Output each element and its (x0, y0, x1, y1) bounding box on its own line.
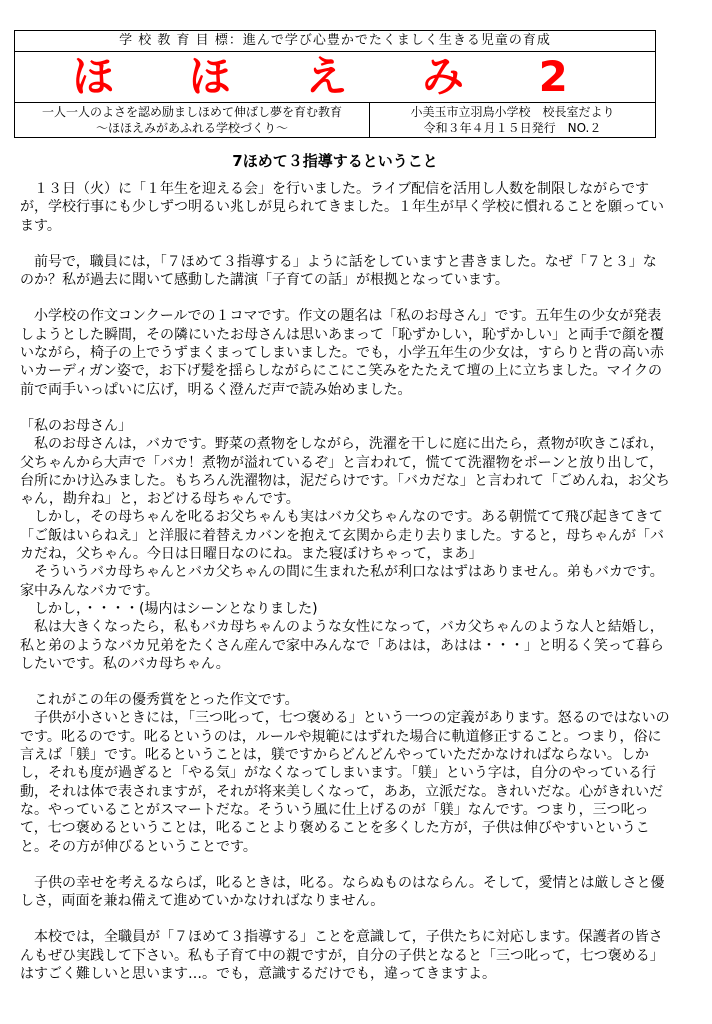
newsletter-title: ほ ほ え み 2 (15, 52, 655, 103)
article-heading: 7ほめて３指導するということ (232, 152, 438, 170)
slogan-line-1: 一人一人のよさを認め励ましほめて伸ばし夢を育む教育 (41, 105, 342, 119)
essay-paragraph: 私は大きくなったら，私もバカ母ちゃんのような女性になって，バカ父ちゃんのような人と結婚し，私と弟のようなバカ兄弟をたくさん産んで家中みんなで「あはは，あはは・・・」と明るく笑って暮らしたいです。私のバカ母ちゃん。 (20, 619, 664, 672)
paragraph: 本校では，全職員が「７ほめて３指導する」ことを意識して，子供たちに対応します。保護者の皆さんもぜひ実践して下さい。私も子育て中の親ですが，自分の子供となると「三つ叱って，七つ褒める」はすごく難しいと思います…。でも，意識するだけでも，違ってきますよ。 (20, 929, 664, 982)
paragraph: 小学校の作文コンクールでの１コマです。作文の題名は「私のお母さん」です。五年生の少女が発表しようとした瞬間，その隣にいたお母さんは思いあまって「恥ずかしい，恥ずかしい」と両手で顔を覆いながら，椅子の上でうずまくまってしまいました。でも，小学五年生の少女は，すらりと背の高い赤いカーディガン姿で，お下げ髪を揺らしながらにこにこ笑みをたたえて壇の上に立ちました。マイクの前で両手いっぱいに広げ，明るく澄んだ声で読み始めました。 (20, 308, 664, 398)
issue-info (370, 103, 655, 137)
essay-paragraph: しかし，・・・・(場内はシーンとなりました) (34, 600, 318, 617)
issue-date: 令和３年４月１５日発行 NO.２ (423, 121, 602, 135)
school-name: 小美玉市立羽鳥小学校 校長室だより (410, 105, 615, 119)
essay-paragraph: 私のお母さんは，バカです。野菜の煮物をしながら，洗濯を干しに庭に出たら，煮物が吹きこぼれ，父ちゃんから大声で「バカ！煮物が溢れているぞ」と言われて，慌てて洗濯物をポーンと放り出して，台所にかけ込みました。もちろん洗濯物は，泥だらけです。「バカだな」と言われて「ごめんね，お父ちゃん，勘弁ね」と，おどける母ちゃんです。 (20, 436, 670, 508)
paragraph: これがこの年の優秀賞をとった作文です。 (34, 692, 299, 709)
school-motto: 学 校 教 育 目 標：進んで学び心豊かでたくましく生きる児童の育成 (15, 31, 655, 52)
slogan (15, 103, 370, 137)
paragraph: 前号で，職員には，「７ほめて３指導する」ように話をしていますと書きました。なぜ「７と３」なのか？私が過去に聞いて感動した講演「子育ての話」が根拠となっています。 (20, 253, 657, 289)
essay-paragraph: しかし，その母ちゃんを叱るお父ちゃんも実はバカ父ちゃんなのです。ある朝慌てて飛び起きてきて「ご飯はいらねえ」と洋服に着替えカバンを抱えて玄関から走り去りました。すると，母ちゃんが「バカだね，父ちゃん。今日は日曜日なのにね。また寝ぼけちゃって，まあ」 (20, 509, 664, 563)
article-body (20, 180, 670, 1001)
paragraph: １３日（火）に「１年生を迎える会」を行いました。ライブ配信を活用し人数を制限しながらですが，学校行事にも少しずつ明るい兆しが見られてきました。１年生が早く学校に慣れることを願っています。 (20, 181, 664, 234)
masthead (14, 30, 656, 138)
essay-title: 「私のお母さん」 (20, 417, 132, 434)
masthead-info-row (15, 103, 655, 137)
paragraph: 子供の幸せを考えるならば，叱るときは，叱る。ならぬものはならん。そして，愛情とは厳しさと優しさ，両面を兼ね備えて進めていかなければなりません。 (20, 874, 665, 910)
slogan-line-2: ～ほほえみがあふれる学校づくり～ (95, 121, 288, 135)
essay-paragraph: そういうバカ母ちゃんとバカ父ちゃんの間に生まれた私が利口なはずはありません。弟もバカです。家中みんなバカです。 (20, 564, 664, 599)
paragraph: 子供が小さいときには，「三つ叱って，七つ褒める」という一つの定義があります。怒るのではないのです。叱るのです。叱るというのは，ルールや規範にはずれた場合に軌道修正すること。つまり，俗に言えば「躾」です。叱るということは，躾ですからどんどんやっていただかなければならない。しかし，それも度が過ぎると「やる気」がなくなってしまいます。「躾」という字は，自分のやっている行動，それは体で表されますが，それが将来美しくなって，ああ，立派だな。きれいだな。心がきれいだな。やっていることがスマートだな。そういう風に仕上げるのが「躾」なんです。つまり，三つ叱って，七つ褒めるということは，叱ることより褒めることを多くした方が，子供は伸びやすいということ。その方が伸びるということです。 (20, 710, 670, 855)
